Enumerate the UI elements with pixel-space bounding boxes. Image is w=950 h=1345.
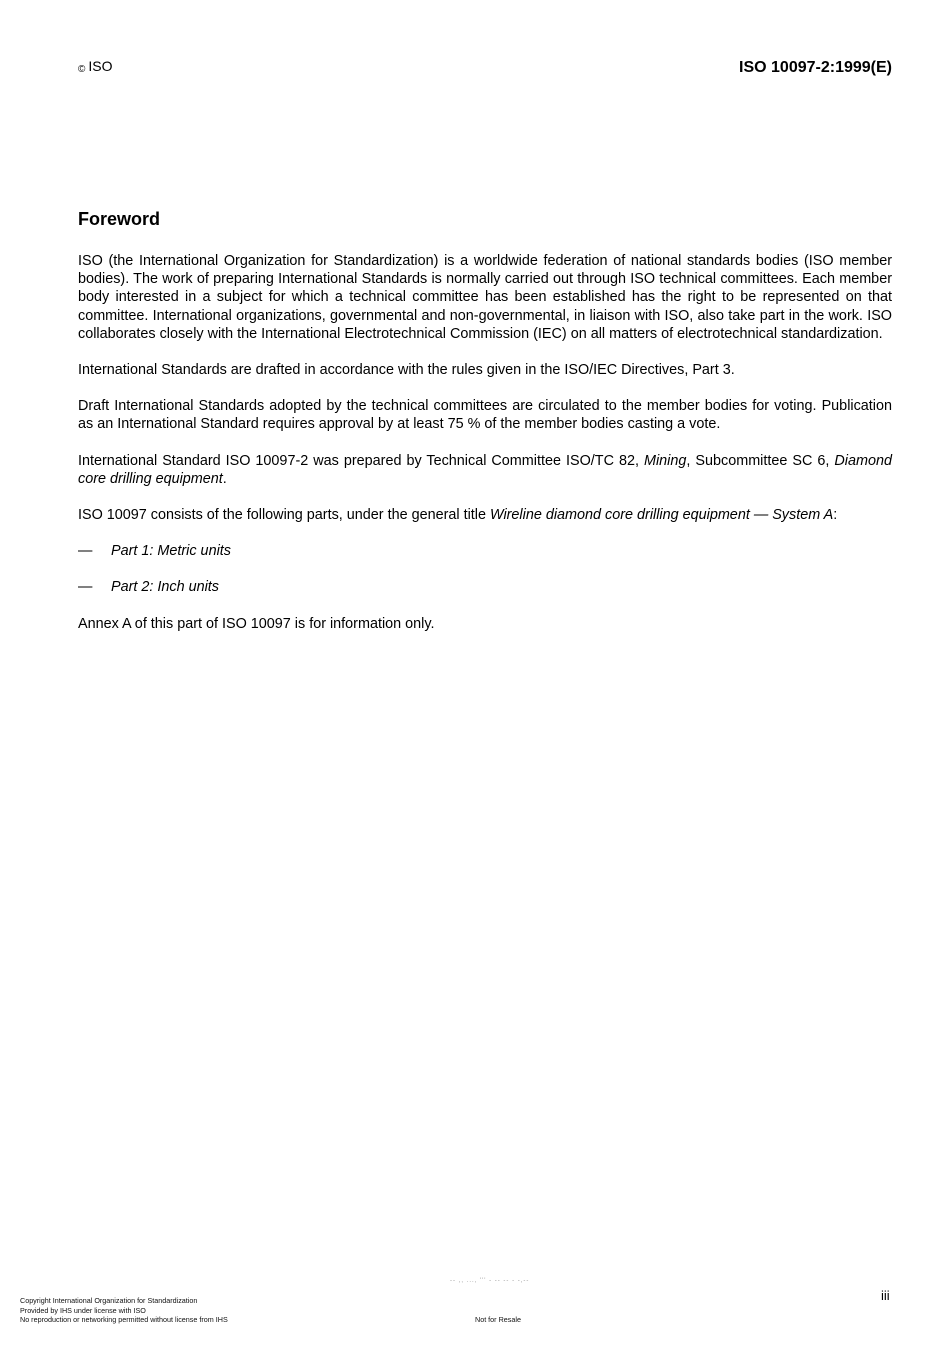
list-item (78, 542, 892, 560)
paragraph-committee-text-c: . (222, 470, 227, 487)
general-title: Wireline diamond core drilling equipment — System A (489, 507, 834, 524)
header-left (78, 58, 113, 74)
footer-line-3: No reproduction or networking permitted without license from IHS (20, 1315, 228, 1325)
header-publisher: ISO (88, 58, 113, 74)
page-title: Foreword (78, 209, 161, 229)
subcommittee-name: Diamond core drilling equipment (78, 452, 892, 487)
paragraph-parts-text-b: : (833, 507, 838, 524)
list-item-label: Part 1: Metric units (111, 543, 231, 560)
footer-copyright (20, 1296, 228, 1325)
page-number: iii (881, 1288, 890, 1303)
document-id: ISO 10097-2:1999(E) (739, 59, 892, 76)
paragraph-iso-intro: ISO (the International Organization for Standardization) is a worldwide federation of national standards bodies (ISO member bodies). The work of preparing International Standards is normally carried out through ISO technical committees. Each member body interested in a subject for which a technical committee has been established has the right to be represented on that committee. International organizations, governmental and non-governmental, in liaison with ISO, also take part in the work. ISO collaborates closely with the International Electrotechnical Commission (IEC) on all matters of electrotechnical standardization. (78, 253, 892, 342)
footer-line-1: Copyright International Organization for Standardization (20, 1296, 198, 1305)
paragraph-directives: International Standards are drafted in accordance with the rules given in the ISO/IEC Directives, Part 3. (78, 362, 735, 379)
paragraph-voting: Draft International Standards adopted by the technical committees are circulated to the member bodies for voting. Publication as an International Standard requires approval by at least 75 % of the member bodies casting a vote. (78, 398, 892, 433)
list-dash: — (78, 543, 93, 560)
copyright-symbol: © (78, 64, 86, 75)
list-item-label: Part 2: Inch units (111, 579, 219, 596)
footer-line-2: Provided by IHS under license with ISO (20, 1305, 146, 1315)
paragraph-parts (78, 506, 892, 524)
paragraph-committee (78, 452, 892, 488)
list-item (78, 578, 892, 596)
committee-name: Mining (643, 452, 687, 469)
paragraph-committee-text-b: , Subcommittee SC 6, (686, 452, 835, 469)
paragraph-annex: Annex A of this part of ISO 10097 is for information only. (78, 615, 435, 632)
main-content (78, 208, 892, 651)
paragraph-parts-text-a: ISO 10097 consists of the following parts, under the general title (78, 507, 490, 524)
scan-artifact-dots: -- ,, ..., ''' - -- -- - -,-- (450, 1278, 530, 1284)
list-dash: — (78, 579, 93, 596)
footer-not-for-resale: Not for Resale (475, 1315, 521, 1324)
paragraph-committee-text-a: International Standard ISO 10097-2 was prepared by Technical Committee ISO/TC 82, (78, 452, 644, 469)
